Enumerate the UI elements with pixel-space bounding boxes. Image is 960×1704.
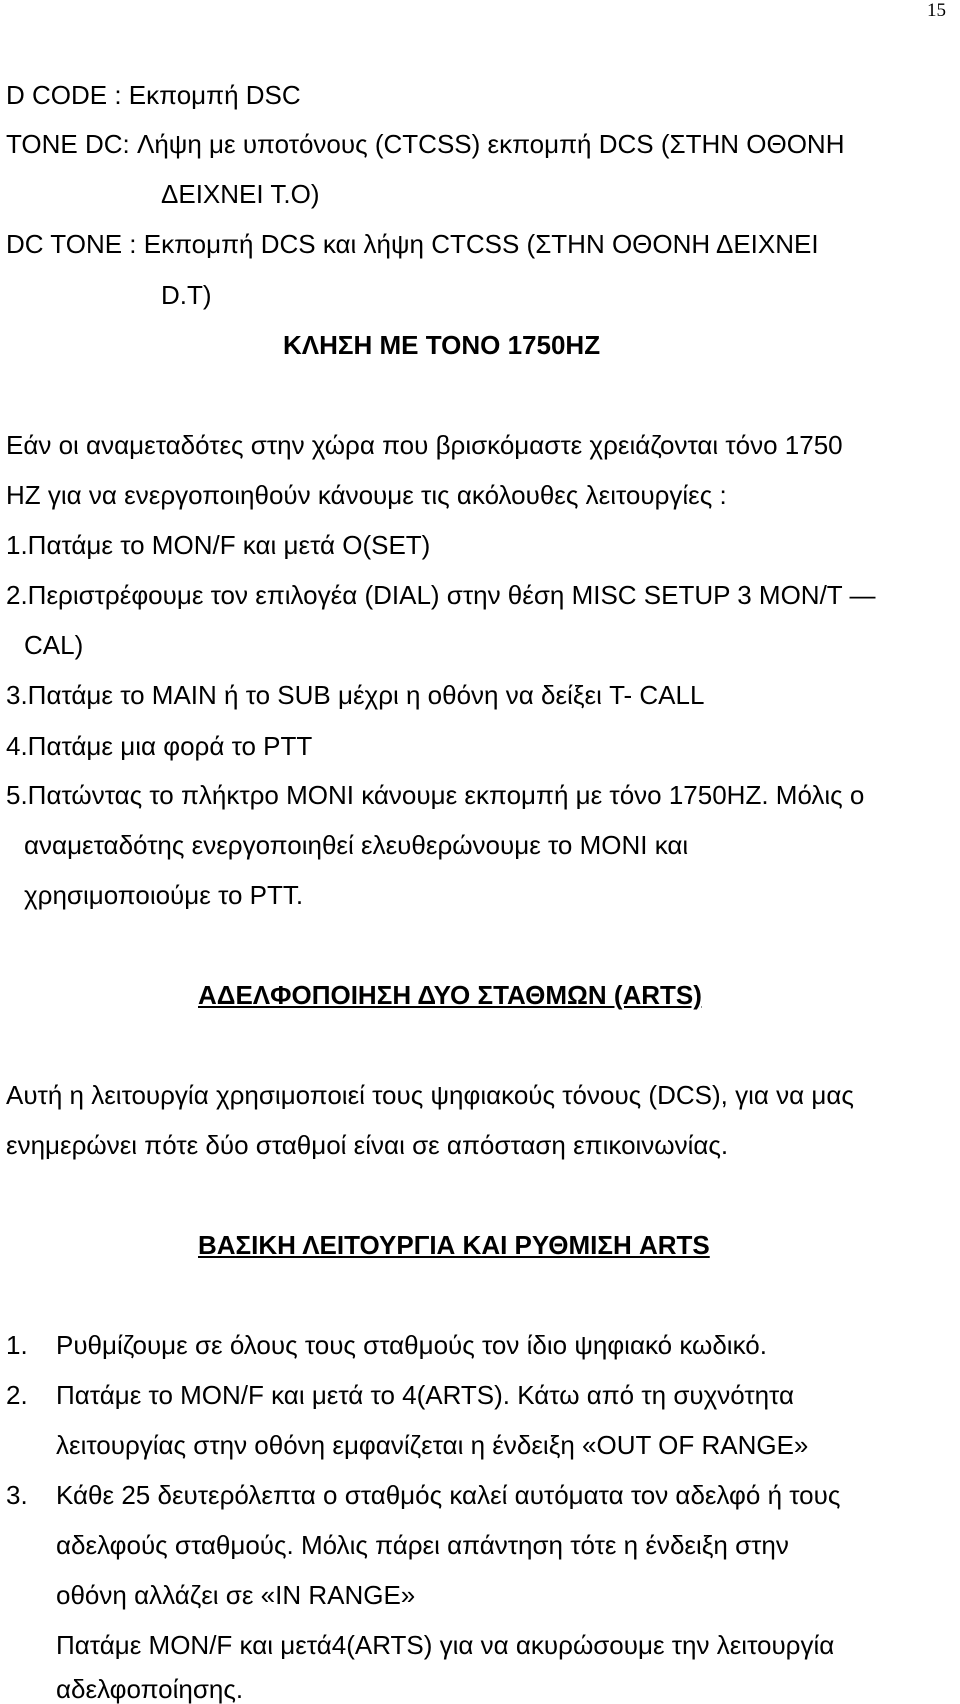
code-line-d-code: D CODE : Εκπομπή DSC bbox=[6, 80, 301, 110]
intro-line-2: HZ για να ενεργοποιηθούν κάνουμε τις ακόλουθες λειτουργίες : bbox=[6, 480, 727, 510]
arts-step-text-3: Κάθε 25 δευτερόλεπτα ο σταθμός καλεί αυτόματα τον αδελφό ή τους bbox=[56, 1480, 841, 1510]
intro-line-1: Εάν οι αναμεταδότες στην χώρα που βρισκόμαστε χρειάζονται τόνο 1750 bbox=[6, 430, 843, 460]
step-1750-2: 2.Περιστρέφουμε τον επιλογέα (DIAL) στην θέση MISC SETUP 3 MON/T — bbox=[6, 580, 876, 610]
page-number: 15 bbox=[927, 0, 946, 21]
step-1750-4: 4.Πατάμε μια φορά το PTT bbox=[6, 731, 313, 761]
arts-description-line-1: Αυτή η λειτουργία χρησιμοποιεί τους ψηφιακούς τόνους (DCS), για να μας bbox=[6, 1080, 854, 1110]
step-1750-5: 5.Πατώντας το πλήκτρο MONI κάνουμε εκπομπή με τόνο 1750HZ. Μόλις ο bbox=[6, 780, 865, 810]
arts-step-text-3-cont-3: Πατάμε MON/F και μετά4(ARTS) για να ακυρώσουμε την λειτουργία bbox=[56, 1630, 835, 1660]
step-1750-2-cont: CAL) bbox=[24, 630, 84, 660]
code-line-dc-tone-cont: D.T) bbox=[161, 280, 212, 310]
arts-step-text-3-cont-4: αδελφοποίησης. bbox=[56, 1674, 244, 1704]
step-1750-3: 3.Πατάμε το MAIN ή το SUB μέχρι η οθόνη να δείξει T- CALL bbox=[6, 680, 705, 710]
section-heading-arts-pairing: ΑΔΕΛΦΟΠΟΙΗΣΗ ΔΥΟ ΣΤΑΘΜΩΝ (ARTS) bbox=[198, 980, 702, 1010]
section-heading-arts-setup: ΒΑΣΙΚΗ ΛΕΙΤΟΥΡΓΙΑ ΚΑΙ ΡΥΘΜΙΣΗ ARTS bbox=[198, 1230, 710, 1260]
arts-step-text-3-cont-2: οθόνη αλλάζει σε «IN RANGE» bbox=[56, 1580, 416, 1610]
code-line-tone-dc-cont: ΔΕΙΧΝΕΙ Τ.Ο) bbox=[161, 179, 320, 209]
step-1750-5-cont-2: χρησιμοποιούμε το PTT. bbox=[24, 880, 304, 910]
arts-step-text-2-cont: λειτουργίας στην οθόνη εμφανίζεται η ένδειξη «OUT OF RANGE» bbox=[56, 1430, 809, 1460]
step-1750-5-cont-1: αναμεταδότης ενεργοποιηθεί ελευθερώνουμε το MONI και bbox=[24, 830, 689, 860]
arts-step-text-2: Πατάμε το MON/F και μετά το 4(ARTS). Κάτω από τη συχνότητα bbox=[56, 1380, 794, 1410]
arts-description-line-2: ενημερώνει πότε δύο σταθμοί είναι σε απόσταση επικοινωνίας. bbox=[6, 1130, 729, 1160]
arts-step-num-2: 2. bbox=[6, 1380, 28, 1410]
step-1750-1: 1.Πατάμε το MON/F και μετά O(SET) bbox=[6, 530, 431, 560]
arts-step-num-3: 3. bbox=[6, 1480, 28, 1510]
code-line-tone-dc: TONE DC: Λήψη με υποτόνους (CTCSS) εκπομπή DCS (ΣΤΗΝ ΟΘΟΝΗ bbox=[6, 129, 845, 159]
arts-step-num-1: 1. bbox=[6, 1330, 28, 1360]
arts-step-text-1: Ρυθμίζουμε σε όλους τους σταθμούς τον ίδιο ψηφιακό κωδικό. bbox=[56, 1330, 767, 1360]
section-heading-1750hz: ΚΛΗΣΗ ΜΕ ΤΟΝΟ 1750HZ bbox=[283, 330, 601, 360]
code-line-dc-tone: DC TONE : Εκπομπή DCS και λήψη CTCSS (ΣΤΗΝ ΟΘΟΝΗ ΔΕΙΧΝΕΙ bbox=[6, 229, 819, 259]
arts-step-text-3-cont-1: αδελφούς σταθμούς. Μόλις πάρει απάντηση τότε η ένδειξη στην bbox=[56, 1530, 789, 1560]
